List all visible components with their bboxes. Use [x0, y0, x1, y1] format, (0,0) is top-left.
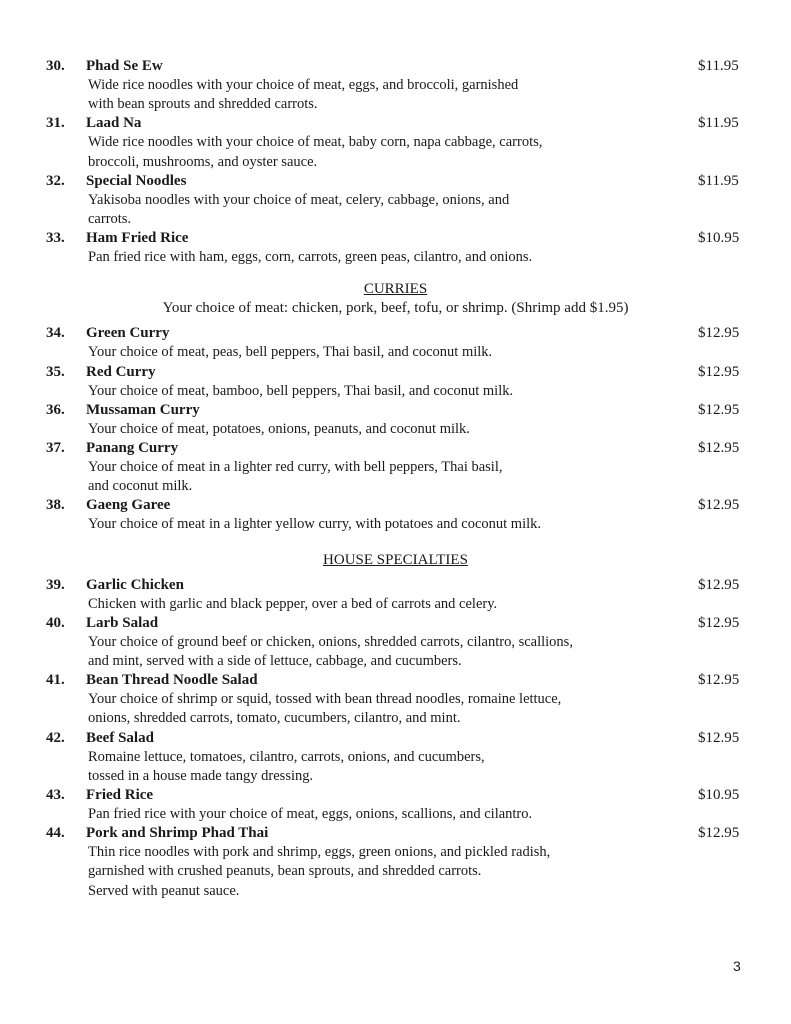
item-number: 38. [46, 497, 65, 514]
item-description: Your choice of meat, peas, bell peppers, Thai basil, and coconut milk. [88, 344, 493, 361]
item-number: 36. [46, 401, 65, 418]
menu-item [46, 576, 746, 614]
item-price: $12.95 [698, 401, 740, 418]
page-number: 3 [733, 958, 741, 974]
menu-item [46, 363, 746, 401]
item-name: Mussaman Curry [86, 401, 200, 418]
item-price: $12.95 [698, 672, 740, 689]
item-number: 37. [46, 440, 65, 457]
menu-item [46, 729, 746, 786]
item-description: Wide rice noodles with your choice of meat, baby corn, napa cabbage, carrots, broccoli, mushrooms, and oyster sauce. [88, 134, 543, 170]
item-price: $10.95 [698, 787, 740, 804]
menu-item [46, 401, 746, 439]
curries-list [0, 324, 791, 534]
item-number: 41. [46, 672, 65, 689]
item-name: Ham Fried Rice [86, 230, 189, 247]
item-name: Garlic Chicken [86, 576, 184, 593]
item-price: $10.95 [698, 230, 740, 247]
item-price: $12.95 [698, 497, 740, 514]
item-description: Yakisoba noodles with your choice of meat, celery, cabbage, onions, and carrots. [88, 191, 510, 228]
item-description: Romaine lettuce, tomatoes, cilantro, carrots, onions, and cucumbers, tossed in a house made tangy dressing. [88, 748, 485, 784]
item-price: $12.95 [698, 440, 740, 457]
item-number: 35. [46, 363, 65, 380]
menu-item [46, 114, 746, 171]
item-description: Your choice of meat, bamboo, bell peppers, Thai basil, and coconut milk. [88, 382, 514, 399]
item-name: Beef Salad [86, 729, 154, 746]
item-name: Bean Thread Noodle Salad [86, 672, 258, 689]
item-name: Panang Curry [86, 440, 179, 457]
item-price: $12.95 [698, 825, 740, 842]
item-number: 43. [46, 787, 65, 804]
item-price: $12.95 [698, 614, 740, 631]
item-description: Pan fried rice with your choice of meat, eggs, onions, scallions, and cilantro. [88, 806, 533, 823]
item-description: Pan fried rice with ham, eggs, corn, carrots, green peas, cilantro, and onions. [88, 249, 533, 266]
item-price: $11.95 [698, 58, 739, 74]
item-number: 33. [46, 230, 65, 247]
item-number: 42. [46, 729, 65, 746]
item-description: Your choice of ground beef or chicken, onions, shredded carrots, cilantro, scallions, and mint, served with a side of lettuce, cabbage, and cucumbers. [88, 633, 573, 670]
item-description: Your choice of meat in a lighter red curry, with bell peppers, Thai basil, and coconut milk. [88, 459, 503, 495]
item-name: Fried Rice [86, 787, 154, 804]
item-number: 32. [46, 172, 65, 189]
curries-section-note: Your choice of meat: chicken, pork, beef, tofu, or shrimp. (Shrimp add $1.95) [162, 300, 629, 317]
menu-item [46, 439, 746, 496]
menu-item [46, 496, 746, 534]
item-price: $12.95 [698, 576, 740, 593]
item-number: 39. [46, 576, 65, 593]
item-number: 30. [46, 58, 65, 74]
item-price: $12.95 [698, 729, 740, 746]
item-description: Thin rice noodles with pork and shrimp, eggs, green onions, and pickled radish, garnished with crushed peanuts, bean sprouts, and shredded carrots. Served with peanut sauce. [88, 844, 551, 899]
menu-item [46, 324, 746, 362]
item-price: $11.95 [698, 115, 739, 132]
noodles-list [0, 57, 791, 267]
item-name: Pork and Shrimp Phad Thai [86, 825, 269, 842]
item-number: 31. [46, 115, 65, 132]
item-description: Wide rice noodles with your choice of meat, eggs, and broccoli, garnished with bean sprouts and shredded carrots. [88, 77, 519, 113]
curries-section-title: CURRIES [363, 281, 428, 298]
item-description: Your choice of shrimp or squid, tossed with bean thread noodles, romaine lettuce, onions, shredded carrots, tomato, cucumbers, cilantro, and mint. [88, 691, 562, 727]
item-name: Special Noodles [86, 172, 187, 189]
item-name: Larb Salad [86, 614, 159, 631]
menu-item [46, 824, 746, 901]
menu-item [46, 229, 746, 267]
menu-item [46, 57, 746, 114]
house-specialties-list [0, 576, 791, 901]
item-price: $11.95 [698, 172, 739, 189]
menu-item [46, 786, 746, 824]
menu-item [46, 614, 746, 671]
item-price: $12.95 [698, 363, 740, 380]
item-name: Phad Se Ew [86, 58, 163, 74]
item-name: Red Curry [86, 363, 156, 380]
item-name: Green Curry [86, 325, 170, 342]
item-price: $12.95 [698, 325, 740, 342]
item-name: Laad Na [86, 115, 142, 132]
item-name: Gaeng Garee [86, 497, 171, 514]
item-description: Your choice of meat in a lighter yellow curry, with potatoes and coconut milk. [88, 516, 542, 533]
menu-item [46, 172, 746, 229]
house-specialties-section-title: HOUSE SPECIALTIES [323, 551, 468, 568]
item-description: Your choice of meat, potatoes, onions, peanuts, and coconut milk. [88, 420, 470, 437]
item-description: Chicken with garlic and black pepper, over a bed of carrots and celery. [88, 595, 498, 612]
item-number: 44. [46, 825, 65, 842]
menu-item [46, 671, 746, 728]
item-number: 34. [46, 325, 65, 342]
item-number: 40. [46, 614, 65, 631]
